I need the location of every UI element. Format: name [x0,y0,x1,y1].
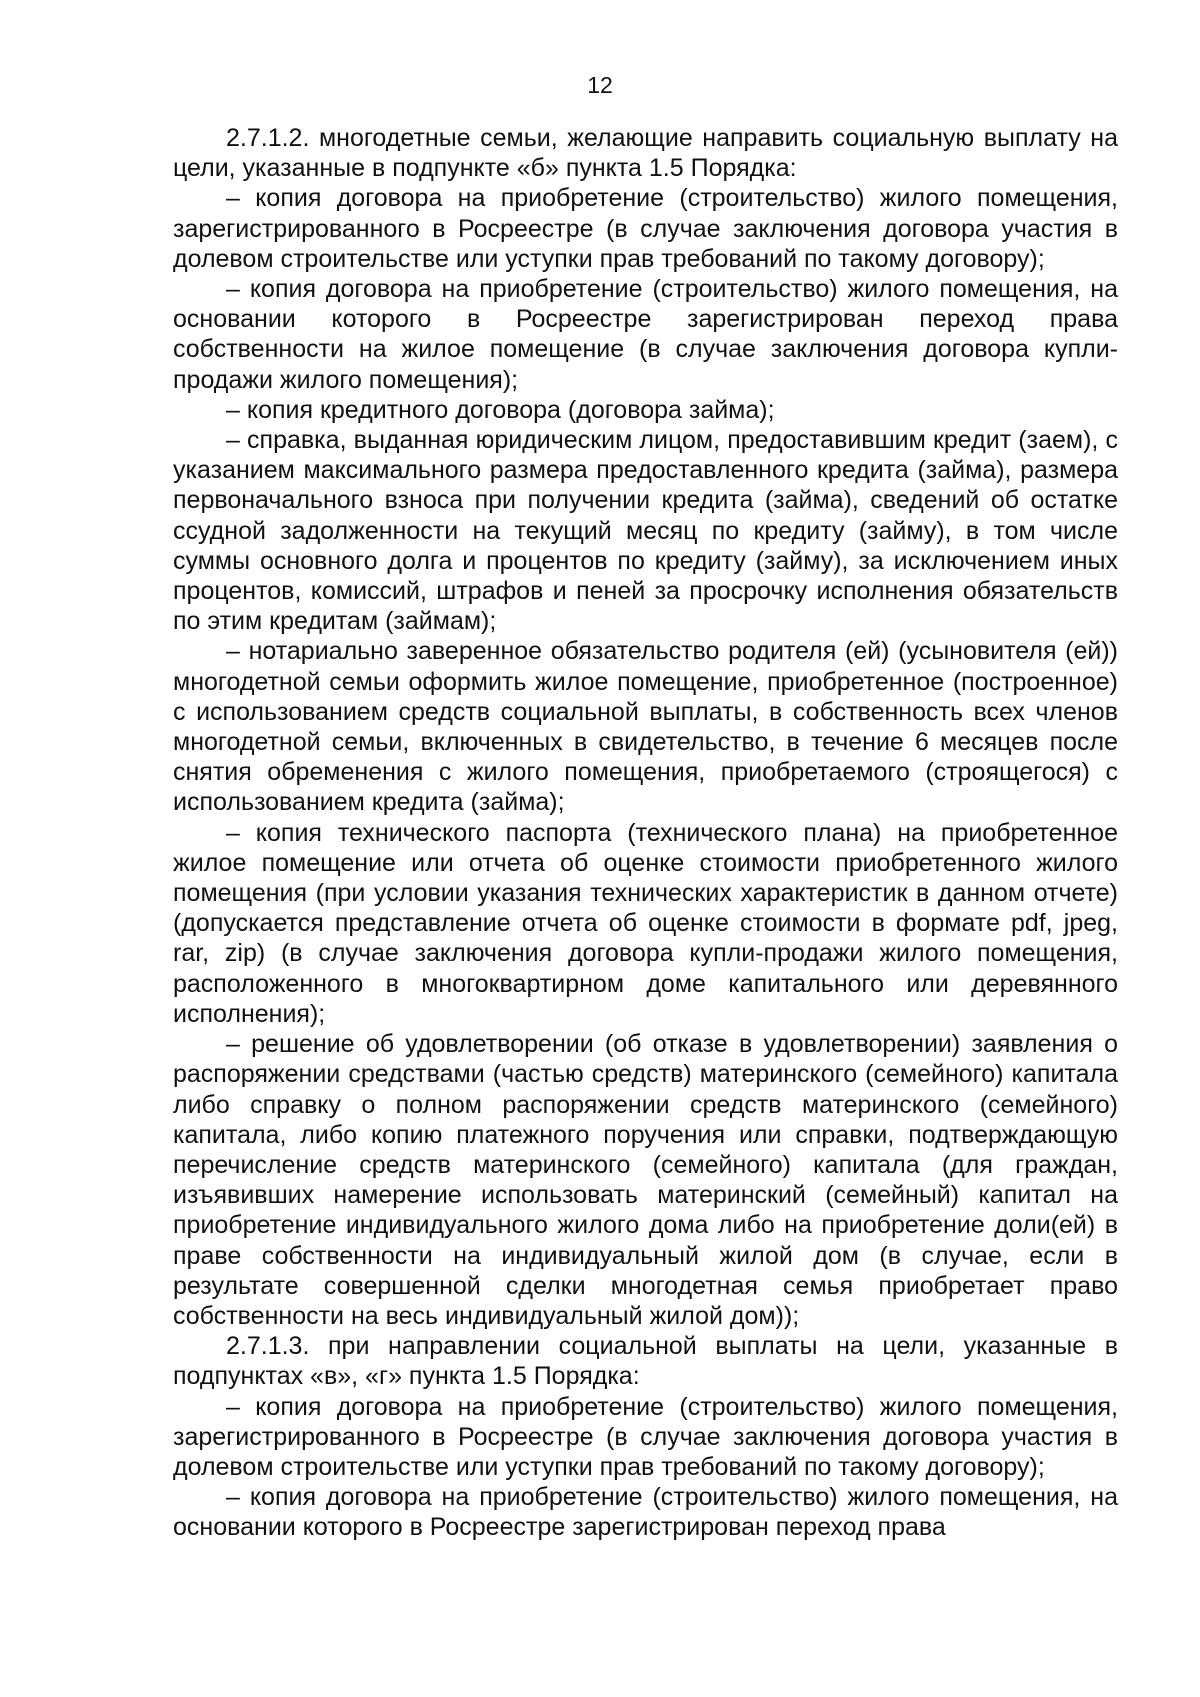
document-body [173,123,1118,1543]
paragraph-item: – копия технического паспорта (технического плана) на приобретенное жилое помещение или отчета об оценке стоимости приобретенного жилого помещения (при условии указания технических характеристик в данном отчете) (допускается представление отчета об оценке стоимости в формате pdf, jpeg, rar, zip) (в случае заключения договора купли-продажи жилого помещения, расположенного в многоквартирном доме капитального или деревянного исполнения); [173,818,1118,1028]
paragraph-item: – решение об удовлетворении (об отказе в удовлетворении) заявления о распоряжении средствами (частью средств) материнского (семейного) капитала либо справку о полном распоряжении средств материнского (семейного) капитала, либо копию платежного поручения или справки, подтверждающую перечисление средств материнского (семейного) капитала (для граждан, изъявивших намерение использовать материнский (семейный) капитал на приобретение индивидуального жилого дома либо на приобретение доли(ей) в праве собственности на индивидуальный жилой дом (в случае, если в результате совершенной сделки многодетная семья приобретает право собственности на весь индивидуальный жилой дом)); [173,1030,1118,1330]
paragraph-item: – копия договора на приобретение (строительство) жилого помещения, на основании которого в Росреестре зарегистрирован переход права собственности на жилое помещение (в случае заключения договора купли-продажи жилого помещения); [173,275,1118,394]
paragraph-item: – копия кредитного договора (договора займа); [226,395,775,424]
paragraph-item: – копия договора на приобретение (строительство) жилого помещения, зарегистрированного в Росреестре (в случае заключения договора участия в долевом строительстве или уступки прав требований по такому договору); [173,1392,1118,1481]
paragraph-2-7-1-3: 2.7.1.3. при направлении социальной выплаты на цели, указанные в подпунктах «в», «г» пункта 1.5 Порядка: [173,1332,1118,1391]
paragraph-item: – копия договора на приобретение (строительство) жилого помещения, зарегистрированного в Росреестре (в случае заключения договора участия в долевом строительстве или уступки прав требований по такому договору); [173,184,1118,273]
paragraph-2-7-1-2: 2.7.1.2. многодетные семьи, желающие направить социальную выплату на цели, указанные в подпункте «б» пункта 1.5 Порядка: [173,124,1118,183]
paragraph-item: – нотариально заверенное обязательство родителя (ей) (усыновителя (ей)) многодетной семьи оформить жилое помещение, приобретенное (построенное) с использованием средств социальной выплаты, в собственность всех членов многодетной семьи, включенных в свидетельство, в течение 6 месяцев после снятия обременения с жилого помещения, приобретаемого (строящегося) с использованием кредита (займа); [173,637,1118,817]
paragraph-item: – копия договора на приобретение (строительство) жилого помещения, на основании которого в Росреестре зарегистрирован переход права [173,1483,1118,1542]
paragraph-item: – справка, выданная юридическим лицом, предоставившим кредит (заем), с указанием максимального размера предоставленного кредита (займа), размера первоначального взноса при получении кредита (займа), сведений об остатке ссудной задолженности на текущий месяц по кредиту (займу), в том числе суммы основного долга и процентов по кредиту (займу), за исключением иных процентов, комиссий, штрафов и пеней за просрочку исполнения обязательств по этим кредитам (займам); [173,426,1118,636]
page-number: 12 [587,72,613,98]
